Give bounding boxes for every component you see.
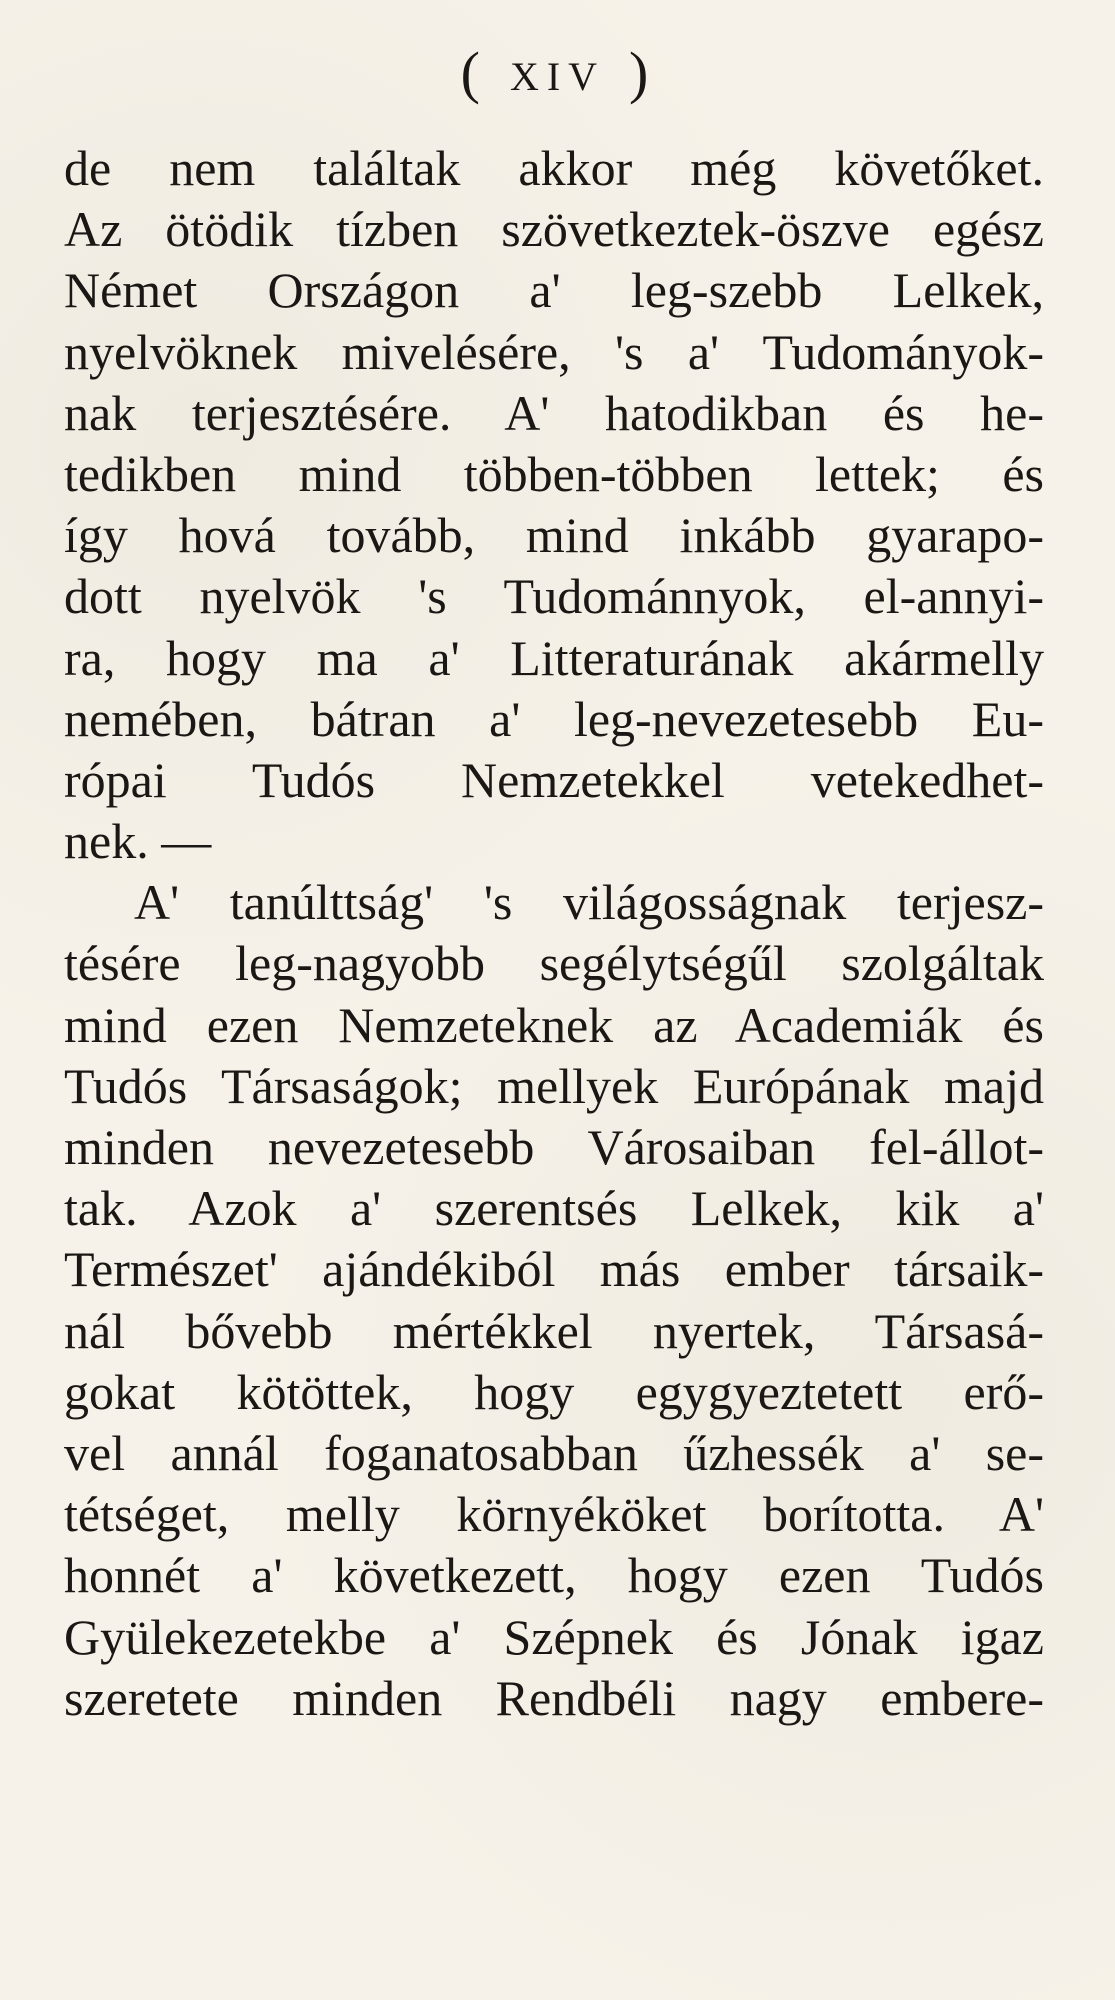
text-line: gokat kötöttek, hogy egygyeztetett erő- [64, 1363, 1044, 1420]
text-line: így hová tovább, mind inkább gyarapo- [64, 507, 1044, 564]
page-number: XIV [509, 54, 606, 99]
text-line: A' tanúlttság' 's világosságnak terjesz- [134, 874, 1044, 931]
text-line: tak. Azok a' szerentsés Lelkek, kik a' [64, 1180, 1044, 1237]
header-close-paren: ) [629, 40, 655, 105]
text-line: de nem találtak akkor még követőket. [64, 140, 1044, 196]
text-line: nak terjesztésére. A' hatodikban és he- [64, 384, 1044, 441]
text-line: honnét a' következett, hogy ezen Tudós [64, 1547, 1044, 1604]
paragraph-1 [64, 138, 1044, 872]
text-line: nyelvöknek mivelésére, 's a' Tudományok- [64, 323, 1044, 380]
text-line: Gyülekezetekbe a' Szépnek és Jónak igaz [64, 1608, 1044, 1665]
body-text [64, 138, 1044, 1729]
text-line: rópai Tudós Nemzetekkel vetekedhet- [64, 751, 1044, 808]
paragraph-2 [64, 872, 1044, 1729]
text-line: Tudós Társaságok; mellyek Európának majd [64, 1057, 1044, 1114]
page-header [0, 40, 1115, 105]
text-line: nál bővebb mértékkel nyertek, Társasá- [64, 1302, 1044, 1359]
text-line: minden nevezetesebb Városaiban fel-állot- [64, 1119, 1044, 1175]
text-line: tedikben mind többen-többen lettek; és [64, 445, 1044, 502]
text-line: nemében, bátran a' leg-nevezetesebb Eu- [64, 690, 1044, 747]
text-line: ra, hogy ma a' Litteraturának akármelly [64, 629, 1044, 686]
text-line: szeretete minden Rendbéli nagy embere- [64, 1669, 1044, 1726]
text-line: dott nyelvök 's Tudománnyok, el-annyi- [64, 568, 1044, 625]
header-open-paren: ( [460, 40, 486, 105]
text-line: tétséget, melly környéköket borította. A' [64, 1486, 1044, 1543]
text-line: vel annál foganatosabban űzhessék a' se- [64, 1424, 1044, 1481]
text-line: tésére leg-nagyobb segélytségűl szolgáltak [64, 935, 1044, 992]
text-line: Német Országon a' leg-szebb Lelkek, [64, 262, 1044, 319]
text-line: mind ezen Nemzeteknek az Academiák és [64, 996, 1044, 1053]
text-line: nek. — [64, 813, 212, 870]
text-line: Az ötödik tízben szövetkeztek-öszve egész [64, 201, 1044, 258]
text-line: Természet' ajándékiból más ember társaik- [64, 1241, 1044, 1298]
